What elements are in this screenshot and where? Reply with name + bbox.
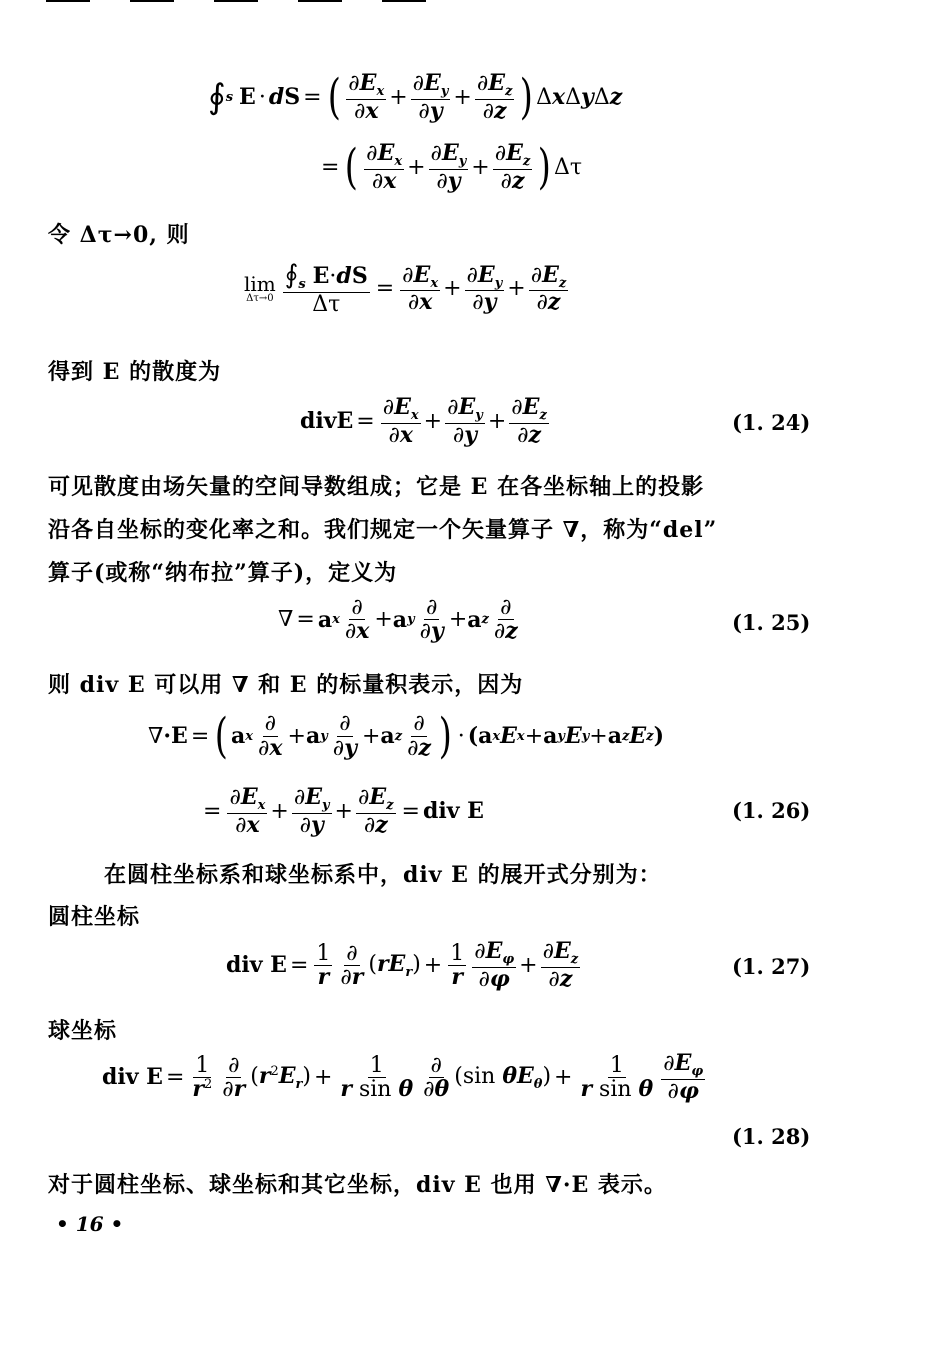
equation-1-24: divE = $\frac{\partial E_x}{\partial x}$ + $\frac{\partial E_y}{\partial y}$ + $\frac{\partial E_z}{\partial z}$ xyxy=(300,394,547,448)
page-number: • 16 • xyxy=(56,1212,124,1236)
equation-1-27: div E = $\frac{1}{r}$ $\frac{\partial}{\partial r}$ $(rE_r)$ + $\frac{1}{r}$ $\frac{\partial E_\varphi}{\partial\varphi}$ + $\frac{\partial E_z}{\partial z}$ xyxy=(226,938,579,992)
heading-cylindrical: 圆柱坐标 xyxy=(48,904,141,930)
header-rule xyxy=(382,0,426,2)
equation-number-1-25: (1. 25) xyxy=(732,610,811,635)
paragraph-divergence-meaning-1: 可见散度由场矢量的空间导数组成；它是 E 在各坐标轴上的投影 xyxy=(48,474,705,500)
heading-spherical: 球坐标 xyxy=(48,1018,118,1044)
header-rule xyxy=(130,0,174,2)
equation-1-26-line1: ∇ ·E = ( a x $\frac{\partial}{\partial x}$ + a y $\frac{\partial}{\partial y}$ + a z $\frac{\partial}{\partial z}$ ) · (a x E x + a y E y + a z E z ) xyxy=(148,708,664,764)
equation-number-1-28: (1. 28) xyxy=(732,1124,811,1149)
paragraph-divergence-intro: 得到 E 的散度为 xyxy=(48,359,222,385)
paragraph-divergence-meaning-2: 沿各自坐标的变化率之和。我们规定一个矢量算子 ∇，称为“del” xyxy=(48,517,718,543)
equation-number-1-26: (1. 26) xyxy=(732,798,811,823)
header-rule xyxy=(214,0,258,2)
header-rule xyxy=(46,0,90,2)
paragraph-notation: 对于圆柱坐标、球坐标和其它坐标，div E 也用 ∇·E 表示。 xyxy=(48,1172,667,1198)
header-rule xyxy=(298,0,342,2)
paragraph-limit-intro: 令 Δτ→0, 则 xyxy=(48,222,190,248)
paragraph-coordinate-systems: 在圆柱坐标系和球坐标系中，div E 的展开式分别为： xyxy=(104,862,662,888)
paragraph-divergence-meaning-3: 算子(或称“纳布拉”算子)，定义为 xyxy=(48,560,398,586)
paragraph-scalar-product: 则 div E 可以用 ∇ 和 E 的标量积表示，因为 xyxy=(48,672,524,698)
equation-flux-line1: ∮ s E · d S = ( $\frac{\partial E_x}{\partial x}$ + $\frac{\partial E_y}{\partial y}$ + $\frac{\partial E_z}{\partial z}$ ) ΔxΔyΔz xyxy=(208,69,623,126)
equation-flux-line2: = ( $\frac{\partial E_x}{\partial x}$ + $\frac{\partial E_y}{\partial y}$ + $\frac{\partial E_z}{\partial z}$ ) Δτ xyxy=(321,139,583,196)
equation-number-1-27: (1. 27) xyxy=(732,954,811,979)
equation-number-1-24: (1. 24) xyxy=(732,410,811,435)
equation-limit: lim Δτ→0 $\frac{∮_s E\cdot dS}{\Delta\tau}$ = $\frac{\partial E_x}{\partial x}$ + $\frac{\partial E_y}{\partial y}$ + $\frac{\partial E_z}{\partial z}$ xyxy=(244,260,567,317)
equation-1-28: div E = $\frac{1}{r^2}$ $\frac{\partial}{\partial r}$ $(r^2E_r)$ + $\frac{1}{\text{r sin θ}}$ $\frac{\partial}{\partial\theta}$ (sin $\theta E_\theta$) + $\frac{1}{\text{r sin θ}}$ $\frac{\partial E_\varphi}{\partial\varphi}$ xyxy=(102,1050,704,1104)
equation-1-25: ∇ = a x $\frac{\partial}{\partial x}$ + a y $\frac{\partial}{\partial y}$ + a z $\frac{\partial}{\partial z}$ xyxy=(278,595,518,645)
equation-1-26-line2: = $\frac{\partial E_x}{\partial x}$ + $\frac{\partial E_y}{\partial y}$ + $\frac{\partial E_z}{\partial z}$ = div E xyxy=(203,784,484,838)
